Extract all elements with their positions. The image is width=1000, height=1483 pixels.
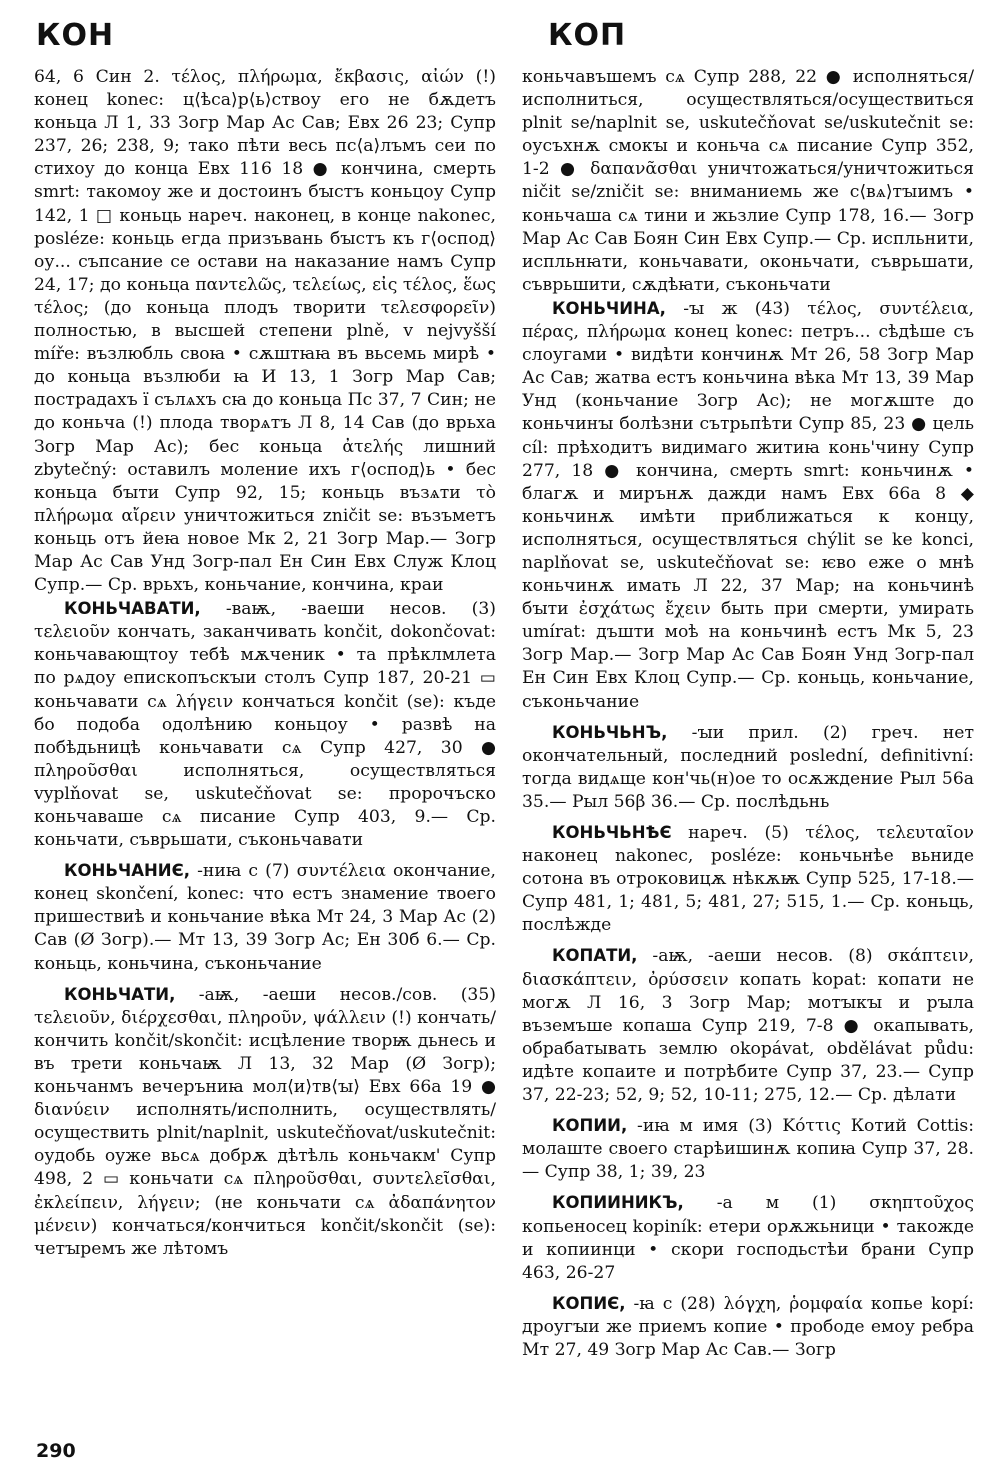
entry-headword: КОНЬЧЬНЪ, <box>552 722 668 742</box>
right-column <box>522 66 974 1446</box>
dictionary-entry <box>34 859 496 975</box>
entry-headword: КОПАТИ, <box>552 946 638 966</box>
entry-headword: КОНЬЧАНИЄ, <box>64 861 190 881</box>
entry-body: -ꙗ с (28) λόγχη, ῥομφαία копье kopí: дроугꙑи же приемъ копие • прободе емоу ребра Мт 27, 49 Зогр Мар Ас Сав.— Зогр <box>522 1293 974 1360</box>
entry-headword: КОНЬЧАТИ, <box>64 984 176 1004</box>
dictionary-entry <box>34 597 496 852</box>
running-head-left: КОН <box>36 18 115 53</box>
entry-headword: КОПИИ, <box>552 1116 628 1136</box>
dictionary-entry <box>522 1292 974 1362</box>
entry-body: -ꙑ ж (43) τέλος, συντέλεια, πέρας, πλήρωμα конец konec: петръ... сѣдѣше съ слоугами • видѣти кончинѫ Мт 26, 58 Зогр Мар Ас Сав; жатва естъ коньчина вѣка Мт 13, 39 Мар Унд (коньчание Зогр Ас); не могѫште до коньчинꙑ болѣзни сътрьпѣти Супр 85, 23 ● цель cíl: прѣходитъ видимаго житиꙗ конь'чину Супр 277, 18 ● кончина, смерть smrt: коньчинѫ • благѫ и мирънѫ дажди намъ Евх 66а 8 ◆ коньчинѫ имѣти приближаться к концу, исполняться, осуществляться chýlit se ke konci, naplňovat se, uskutečňovat se: ѥво еже о мнѣ коньчинѫ имать Л 22, 37 Мар; на коньчинѣ бꙑти ἐσχάτως ἔχειν быть при смерти, умирать umírat: дъшти моѣ на коньчинѣ естъ Мк 5, 23 Зогр Мар.— Зогр Мар Ас Сав Боян Унд Зогр-пал Ен Син Евх Клоц Супр.— Ср. коньць, коньчание, съконьчание <box>522 298 974 712</box>
entry-body: -ꙑи прил. (2) греч. нет окончательный, последний poslední, definitivní: тогда видѧще кон'чь(н)ое то осѫждение Рыл 56а 35.— Рыл 56β 36.— Ср. послѣдьнь <box>522 722 974 812</box>
entry-body: -ваѭ, -ваеши несов. (3) τελειοῦν кончать, заканчивать končit, dokončovat: коньчавающтоу тебѣ мѫченик • та прѣклмлета по рѧдоу епископъскꙑи столъ Супр 187, 20-21 ▭ коньчавати сѧ λήγειν кончаться končit (se): къде бо подоба одолѣнию коньцоу • развѣ на побѣдьницѣ коньчавати сѧ Супр 427, 30 ● πληροῦσθαι исполняться, осуществляться vyplňovat se, uskutečňovat se: пророчъско коньчаваше сѧ писание Супр 403, 9.— Ср. коньчати, съврьшати, съконьчавати <box>34 599 496 851</box>
left-column <box>34 66 496 1446</box>
entry-headword: КОПИЄ, <box>552 1293 626 1313</box>
entry-body: -а м (1) σκηπτοῦχος копьеносец kopiník: етери орѫжьници • такожде и копиинци • скори господьстѣи брани Супр 463, 26-27 <box>522 1193 974 1283</box>
running-head-right: КОП <box>548 18 627 53</box>
dictionary-entry <box>34 983 496 1261</box>
entry-body: -аѭ, -аеши несов./сов. (35) τελειοῦν, διέρχεσθαι, πληροῦν, ψάλλειν (!) кончать/кончить končit/skončit: исцѣление творѭ дьнесь и въ трети коньчаѭ Л 13, 32 Мар (Ø Зогр); коньчанмъ вечеръниꙗ мол⟨и⟩тв⟨ꙑ⟩ Евх 66а 19 ● διανύειν исполнять/исполнить, осуществлять/осуществить plnit/naplnit, uskutečňovat/uskutečnit: оудобь оуже вьсѧ добрѫ дѣтѣль коньчакм' Супр 498, 2 ▭ коньчати сѧ πληροῦσθαι, συντελεῖσθαι, ἐκλείπειν, λήγειν; (не коньчати сѧ ἀδαπάνητον μένειν) кончаться/кончиться končit/skončit (se): четꙑремъ же лѣтомъ <box>34 984 496 1259</box>
page-number: 290 <box>36 1440 76 1462</box>
dictionary-entry <box>522 1191 974 1284</box>
dictionary-entry <box>522 721 974 814</box>
entry-continuation: коньчавъшемъ сѧ Супр 288, 22 ● исполняться/исполниться, осуществляться/осуществиться plnit se/naplnit se, uskutečňovat se/uskutečnit se: оусъхнѫ смокꙑ и коньча сѧ писание Супр 352, 1-2 ● δαπανᾶσθαι уничтожаться/уничтожиться ničit se/zničit se: вниманиемь же с⟨вѧ⟩тꙑимъ • коньчаша сѧ тини и жьзлие Супр 178, 16.— Зогр Мар Ас Сав Боян Син Евх Супр.— Ср. испльнити, испльнꙗти, коньчавати, оконьчати, съврьшати, съврьшити, сѫдѣꙗти, съконьчати <box>522 67 974 295</box>
dictionary-entry <box>522 944 974 1107</box>
dictionary-entry <box>522 297 974 714</box>
entry-continuation: 64, 6 Син 2. τέλος, πλήρωμα, ἔκβασις, αἰών (!) конец konec: ц⟨ѣса⟩р⟨ь⟩ствоу его не бѫдетъ коньца Л 1, 33 Зогр Мар Ас Сав; Евх 26 23; Супр 237, 26; 238, 9; тако пѣти весь пс⟨а⟩лъмъ сеи по стихоу до конца Евх 116 18 ● кончина, смерть smrt: такомоу же и достоинъ бꙑстъ коньцоу Супр 142, 1 □ коньць нареч. наконец, в конце nakonec, posléze: коньць егда призъвань бꙑстъ къ г⟨оспод⟩оу... съпсание се остави на наказание намъ Супр 24, 17; до коньца παντελῶς, τελείως, εἰς τέλος, ἕως τέλος; (до коньца плодъ творити τελεσφορεῖν) полностью, в высшей степени plně, v nejvyšší míře: възлюбль своꙗ • сѫштꙗꙗ въ вьсемь мирѣ • до коньца възлюби ꙗ И 13, 1 Зогр Мар Сав; пострадахъ ї сълѧхъ сꙗ до коньца Пс 37, 7 Син; не до коньча (!) плода творѧтъ Л 8, 14 Сав (до врьха Зогр Мар Ас); бес коньца ἀτελής лишний zbytečný: оставилъ моление ихъ г⟨оспод⟩ь • бес коньца бꙑти Супр 92, 15; коньць възѧти τὸ πλήρωμα αἴρειν уничтожиться zničit se: възъметъ коньць отъ йеꙗ новое Мк 2, 21 Зогр Мар.— Зогр Мар Ас Сав Унд Зогр-пал Ен Син Евх Служ Клоц Супр.— Ср. врьхъ, коньчание, кончина, краи <box>34 67 496 596</box>
entry-body: нареч. (5) τέλος, τελευταῖον наконец nakonec, posléze: коньчьнѣе вьниде сотона въ отроковицѫ нѣкѫѭ Супр 525, 17-18.— Супр 481, 1; 481, 5; 481, 27; 515, 1.— Ср. коньць, послѣжде <box>522 823 974 936</box>
entry-body: -аѭ, -аеши несов. (8) σκάπτειν, διασκάπτειν, ὀρύσσειν копать kopat: копати не могѫ Л 16, 3 Зогр Мар; мотꙑкꙑ и рꙑла въземъше копаша Супр 219, 7-8 ● окапывать, обрабатывать землю okopávat, obdělávat půdu: идѣте копаите и потрѣбите Супр 37, 23.— Супр 37, 22-23; 52, 9; 52, 10-11; 275, 12.— Ср. дѣлати <box>522 946 974 1106</box>
entry-body: -ниꙗ с (7) συντέλεια окончание, конец skončení, konec: что естъ знамение твоего пришествиѣ и коньчание вѣка Мт 24, 3 Мар Ас (2) Сав (Ø Зогр).— Мт 13, 39 Зогр Ас; Ен 30б 6.— Ср. коньць, коньчина, съконьчание <box>34 861 496 974</box>
dictionary-entry <box>522 1114 974 1184</box>
entry-headword: КОПИИНИКЪ, <box>552 1193 684 1213</box>
entry-headword: КОНЬЧАВАТИ, <box>64 599 201 619</box>
entry-headword: КОНЬЧИНА, <box>552 298 666 318</box>
dictionary-entry <box>522 821 974 937</box>
entry-headword: КОНЬЧЬНѢЄ <box>552 823 672 842</box>
entry-body: -иꙗ м имя (3) Κόττις Котий Cottis: молаште своего старѣишинѫ копиꙗ Супр 37, 28.— Супр 38, 1; 39, 23 <box>522 1116 974 1183</box>
